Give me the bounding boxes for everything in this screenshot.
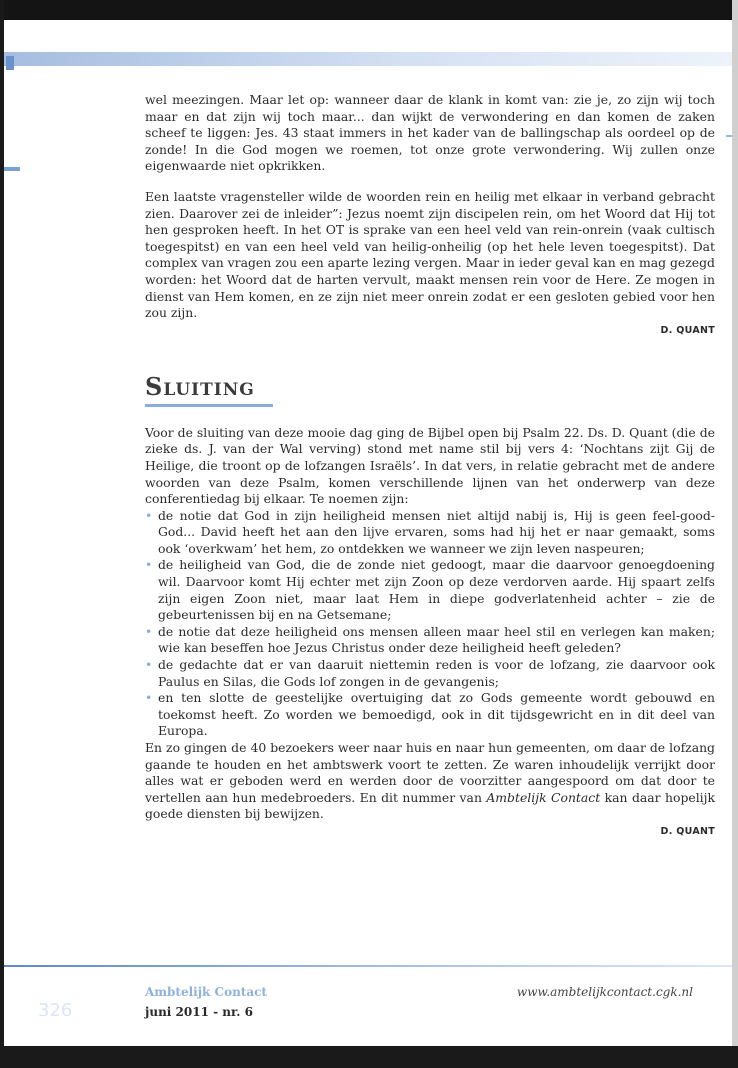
bullet-list bbox=[145, 508, 715, 740]
body-paragraph: Een laatste vragensteller wilde de woorden rein en heilig met elkaar in verband gebracht zien. Daarover zei de inleider”: Jezus noemt zijn discipelen rein, om het Woord dat Hij tot hen gesproken heeft. In het OT is sprake van een heel veld van rein-onrein (vaak cultisch toegespitst) en van een heel veld van heilig-onheilig (op het hele leven toegespitst). Dat complex van vragen zou een aparte lezing vergen. Maar in ieder geval kan en mag gezegd worden: het Woord dat de harten vervult, maakt mensen rein voor de Here. Ze mogen in dienst van Hem komen, en ze zijn niet meer onrein zodat er een gesloten gebied voor hen zou zijn. bbox=[145, 188, 715, 321]
scan-border-top bbox=[0, 0, 738, 20]
author-signature: D. QUANT bbox=[660, 825, 715, 837]
list-item: • de notie dat deze heiligheid ons mensen alleen maar heel stil en verlegen kan maken; wie kan beseffen hoe Jezus Christus onder deze heiligheid heeft geleden? bbox=[145, 623, 715, 656]
sluiting-intro: Voor de sluiting van deze mooie dag ging de Bijbel open bij Psalm 22. Ds. D. Quant (die de zieke ds. J. van der Wal verving) stond met name stil bij vers 4: ‘Nochtans zijt Gij de Heilige, die troont op de lofzangen Israëls’. In dat vers, in relatie gebracht met de andere woorden van deze Psalm, komen verschillende lijnen van het onderwerp van deze conferentiedag bij elkaar. Te noemen zijn: bbox=[145, 424, 715, 507]
header-color-band bbox=[4, 52, 732, 66]
scan-border-left bbox=[0, 0, 4, 1068]
section-title: Sluiting bbox=[145, 371, 255, 401]
scan-border-right bbox=[732, 0, 738, 1068]
author-signature: D. QUANT bbox=[660, 324, 715, 336]
footer-issue: juni 2011 - nr. 6 bbox=[145, 1005, 253, 1019]
bullet-icon: • bbox=[145, 557, 153, 573]
list-item: • de notie dat God in zijn heiligheid mensen niet altijd nabij is, Hij is geen feel-good-God... David heeft het aan den lijve ervaren, soms had hij het er naar gemaakt, soms ook ‘overkwam’ het hem, zo ontdekken we wanneer we zijn leven naspeuren; bbox=[145, 507, 715, 556]
article-body bbox=[145, 92, 715, 837]
list-item: • en ten slotte de geestelijke overtuiging dat zo Gods gemeente wordt gebouwd en toekomst heeft. Zo worden we bemoedigd, ook in dit tijdsgewricht en in dit deel van Europa. bbox=[145, 690, 715, 739]
footer-magazine-name: Ambtelijk Contact bbox=[145, 985, 267, 999]
margin-marker-right bbox=[726, 135, 732, 137]
page-number: 326 bbox=[38, 1000, 73, 1021]
bullet-icon: • bbox=[145, 623, 153, 639]
bullet-icon: • bbox=[145, 657, 153, 673]
footer-url-link[interactable]: www.ambtelijkcontact.cgk.nl bbox=[516, 985, 693, 999]
scan-border-bottom bbox=[0, 1046, 738, 1068]
list-item: • de heiligheid van God, die de zonde niet gedoogt, maar die daarvoor genoegdoening wil. Daarvoor komt Hij echter met zijn Zoon op deze verdorven aarde. Hij spaart zelfs zijn eigen Zoon niet, maar laat Hem in diepe godverlatenheid achter – zie de gebeurtenissen bij en na Getsemane; bbox=[145, 557, 715, 623]
magazine-reference: Ambtelijk Contact bbox=[486, 789, 601, 805]
section-title-underline bbox=[145, 404, 273, 407]
list-item: • de gedachte dat er van daaruit niettemin reden is voor de lofzang, zie daarvoor ook Paulus en Silas, die Gods lof zongen in de gevangenis; bbox=[145, 657, 715, 689]
bullet-icon: • bbox=[145, 507, 153, 523]
bullet-icon: • bbox=[145, 690, 153, 706]
closing-paragraph: En zo gingen de 40 bezoekers weer naar huis en naar hun gemeenten, om daar de lofzang gaande te houden en het ambtswerk voort te zetten. Ze waren inhoudelijk verrijkt door alles wat er geboden werd en werden door de voorzitter aangespoord om dat door te vertellen aan hun medebroeders. En dit nummer van Ambtelijk Contact kan daar hopelijk goede diensten bij bewijzen. bbox=[145, 740, 715, 822]
margin-marker bbox=[4, 167, 20, 171]
footer-divider bbox=[4, 965, 732, 967]
body-paragraph: wel meezingen. Maar let op: wanneer daar de klank in komt van: zie je, zo zijn wij toch maar en dat zijn wij toch maar... dan wijkt de verwondering en dan komen de zaken scheef te liggen: Jes. 43 staat immers in het kader van de ballingschap als oordeel op de zonde! In die God mogen we roemen, tot onze grote verwondering. Wij zullen onze eigenwaarde niet opkrikken. bbox=[145, 92, 715, 174]
header-tab-marker bbox=[6, 56, 14, 70]
